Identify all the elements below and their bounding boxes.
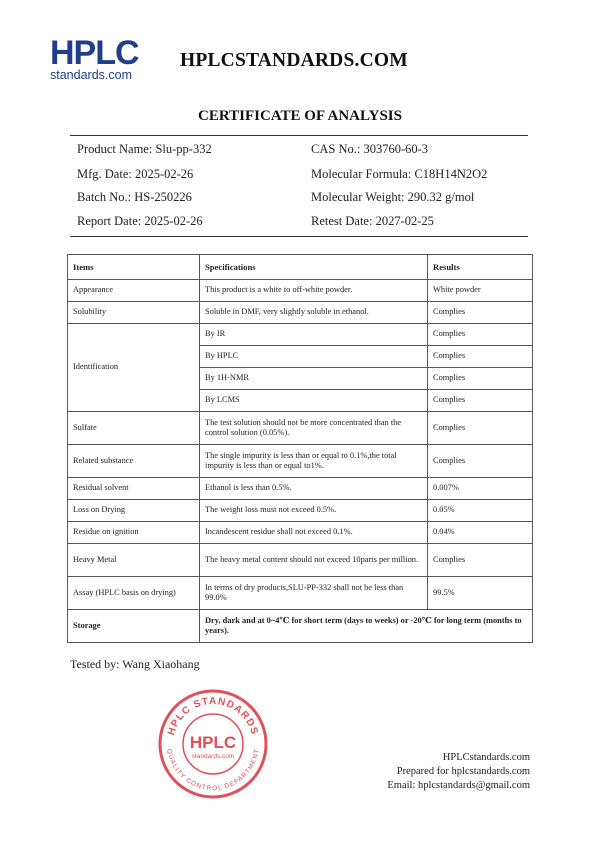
- item-cell: Loss on Drying: [68, 500, 200, 522]
- quality-control-stamp: [157, 688, 269, 800]
- analysis-table: [67, 254, 533, 643]
- table-row: [68, 445, 533, 478]
- item-cell: Solubility: [68, 302, 200, 324]
- molecular-weight: Molecular Weight: 290.32 g/mol: [311, 190, 475, 204]
- spec-cell: The weight loss must not exceed 0.5%.: [200, 500, 428, 522]
- result-cell: Complies: [428, 445, 533, 478]
- item-cell: Assay (HPLC basis on drying): [68, 577, 200, 610]
- spec-cell: Ethanol is less than 0.5%.: [200, 478, 428, 500]
- item-cell: Heavy Metal: [68, 544, 200, 577]
- footer-prepared-for: Prepared for hplcstandards.com: [396, 766, 530, 777]
- spec-cell: By 1H-NMR: [200, 368, 428, 390]
- logo-subtext: standards.com: [50, 68, 132, 82]
- stamp-center-subtext: standards.com: [191, 753, 235, 760]
- spec-cell: This product is a white to off-white powder.: [200, 280, 428, 302]
- result-cell: Complies: [428, 412, 533, 445]
- result-cell: 0.05%: [428, 500, 533, 522]
- molecular-formula: Molecular Formula: C18H14N2O2: [311, 167, 488, 181]
- table-header-row: [68, 255, 533, 280]
- footer-email: Email: hplcstandards@gmail.com: [387, 780, 530, 791]
- spec-cell: Soluble in DMF, very slightly soluble in ethanol.: [200, 302, 428, 324]
- result-cell: Complies: [428, 324, 533, 346]
- report-date: Report Date: 2025-02-26: [77, 214, 203, 228]
- cas-number: CAS No.: 303760-60-3: [311, 142, 429, 156]
- table-row: [68, 478, 533, 500]
- storage-conditions-cell: Dry, dark and at 0~4℃ for short term (days to weeks) or -20℃ for long term (months to years).: [200, 610, 533, 643]
- item-cell: Related substance: [68, 445, 200, 478]
- result-cell: Complies: [428, 302, 533, 324]
- certificate-title: CERTIFICATE OF ANALYSIS: [198, 108, 402, 124]
- stamp-top-arc-text: HPLC STANDARDS: [166, 695, 260, 737]
- result-cell: Complies: [428, 544, 533, 577]
- table-row: [68, 500, 533, 522]
- header-items: Items: [68, 255, 200, 280]
- spec-cell: The heavy metal content should not exceed 10parts per million.: [200, 544, 428, 577]
- retest-date: Retest Date: 2027-02-25: [311, 214, 434, 228]
- stamp-center-word: HPLC: [189, 733, 237, 752]
- table-row: [68, 522, 533, 544]
- item-cell: Storage: [68, 610, 200, 643]
- spec-cell: By HPLC: [200, 346, 428, 368]
- mfg-date: Mfg. Date: 2025-02-26: [77, 167, 194, 181]
- table-row: [68, 280, 533, 302]
- table-row: [68, 324, 533, 346]
- item-cell: Residue on ignition: [68, 522, 200, 544]
- result-cell: Complies: [428, 346, 533, 368]
- item-cell: Identification: [68, 324, 200, 412]
- table-row: [68, 302, 533, 324]
- spec-cell: By LCMS: [200, 390, 428, 412]
- info-bottom-rule: [70, 236, 528, 237]
- product-name: Product Name: Slu-pp-332: [77, 142, 212, 156]
- tested-by: Tested by: Wang Xiaohang: [70, 657, 200, 671]
- footer-site: HPLCstandards.com: [442, 752, 530, 763]
- result-cell: 99.5%: [428, 577, 533, 610]
- item-cell: Residual solvent: [68, 478, 200, 500]
- result-cell: 0.04%: [428, 522, 533, 544]
- site-title: HPLCSTANDARDS.COM: [180, 50, 408, 71]
- spec-cell: In terms of dry products,SLU-PP-332 shall not be less than 99.0%: [200, 577, 428, 610]
- info-top-rule: [70, 135, 528, 136]
- spec-cell: The single impurity is less than or equal to 0.1%,the total impurity is less than or equal to1%.: [200, 445, 428, 478]
- table-row: [68, 544, 533, 577]
- result-cell: Complies: [428, 368, 533, 390]
- spec-cell: The test solution should not be more concentrated than the control solution (0.05%).: [200, 412, 428, 445]
- company-logo: [50, 34, 142, 86]
- logo-word: HPLC: [50, 34, 139, 72]
- table-row: [68, 610, 533, 643]
- stamp-bottom-arc-text: QUALITY CONTROL DEPARTMENT: [165, 748, 261, 793]
- result-cell: Complies: [428, 390, 533, 412]
- item-cell: Sulfate: [68, 412, 200, 445]
- batch-number: Batch No.: HS-250226: [77, 190, 192, 204]
- result-cell: 0.007%: [428, 478, 533, 500]
- table-row: [68, 577, 533, 610]
- spec-cell: By IR: [200, 324, 428, 346]
- spec-cell: Incandescent residue shall not exceed 0.1%.: [200, 522, 428, 544]
- result-cell: White powder: [428, 280, 533, 302]
- header-results: Results: [428, 255, 533, 280]
- table-row: [68, 412, 533, 445]
- item-cell: Appearance: [68, 280, 200, 302]
- header-specifications: Specifications: [200, 255, 428, 280]
